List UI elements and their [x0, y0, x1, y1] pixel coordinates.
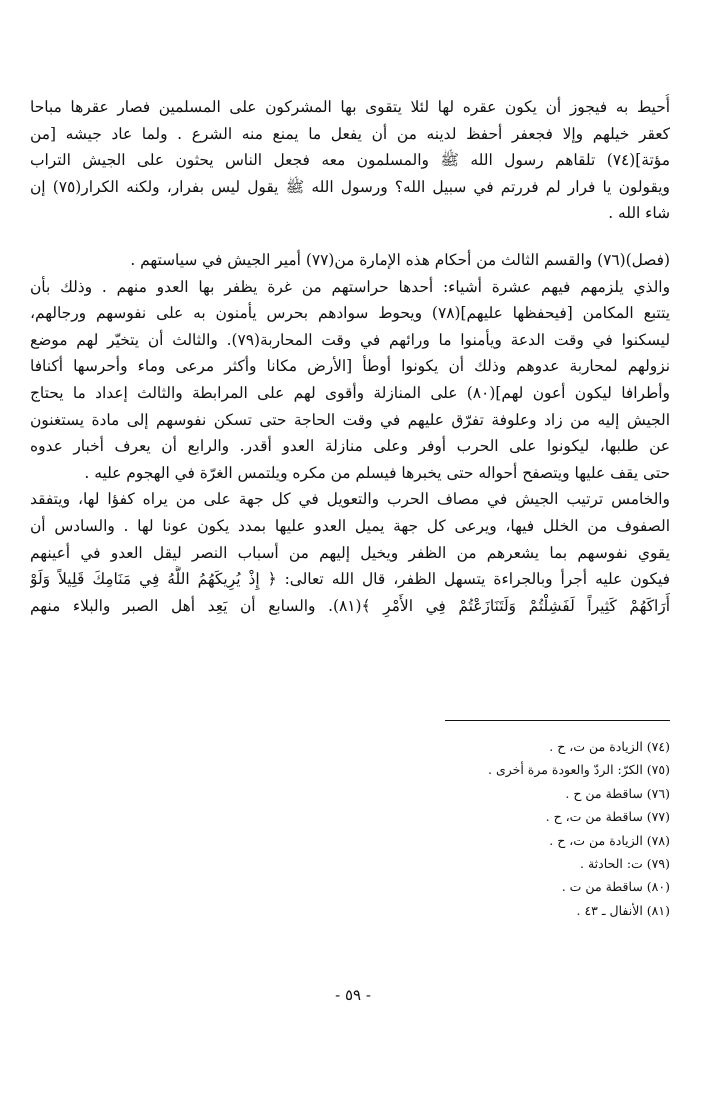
text-line: يتتبع المكامن [فيحفظها عليهم](٧٨) ويحوط سوادهم بحرس يأمنون به على نفوسهم ورجالهم، [30, 304, 670, 323]
footnote-item: (٨١) الأنفال ـ ٤٣ . [576, 902, 670, 918]
text-line: والخامس ترتيب الجيش في مصاف الحرب والتعويل في كل جهة على من يراه كفؤا لها، ويتفقد [30, 490, 670, 509]
text-line: نزولهم لمحاربة عدوهم وذلك أن يكونوا أوطأ [الأرض مكانا وأكثر مرعى وماء وأحرسها أكنافا [30, 357, 670, 376]
text-line: ليسكنوا في وقت الدعة ويأمنوا ما ورائهم في وقت المحاربة(٧٩). والثالث أن يتخيّر لهم موضع [30, 330, 670, 349]
footnote-item: (٧٤) الزيادة من ت، ح . [549, 739, 670, 754]
text-line: حتى يقف عليها ويتصفح أحواله حتى يخبرها فيسلم من مكره ويلتمس الغرّة في الهجوم عليه . [84, 463, 670, 482]
text-line: وأطرافا ليكون أعون لهم](٨٠) على المنازلة وأقوى لهم على المرابطة والثالث إعداد ما يحتاج [30, 383, 670, 402]
text-line: مؤتة](٧٤) تلقاهم رسول الله ﷺ والمسلمون معه فجعل الناس يحثون على الجيش التراب [30, 151, 670, 170]
footnote-item: (٧٧) ساقطة من ت، ح . [545, 809, 670, 825]
footnote-divider [445, 720, 670, 721]
text-line: الصفوف من الخلل فيها، ويرعى كل جهة يميل العدو عليها بمدد يكون عونا لها . والسادس أن [30, 516, 670, 535]
footnote-item: (٨٠) ساقطة من ت . [561, 879, 670, 895]
footnote-item: (٧٨) الزيادة من ت، ح . [549, 832, 670, 848]
text-line: والذي يلزمهم فيهم عشرة أشياء: أحدها حراستهم من غرة يظفر بها العدو منهم . وذلك بأن [30, 277, 670, 296]
text-line: الجيش إليه من زاد وعلوفة تفرّق عليهم في وقت الحاجة حتى تسكن نفوسهم إلى مادة يستغنون [30, 410, 670, 429]
text-line: فيكون عليه أجرأ وبالجراءة يتسهل الظفر، قال الله تعالى: ﴿ إِذْ يُرِيكَهُمُ اللَّهُ فِي مَنَامِكَ قَلِيلاً وَلَوْ [30, 570, 670, 589]
text-line: أَرَاكَهُمْ كَثِيراً لَفَشِلْتُمْ وَلَتَنَازَعْتُمْ فِي الأَمْرِ ﴾(٨١). والسابع أن يَعِد أهل الصبر والبلاء منهم [30, 596, 670, 615]
text-line: يقوي نفوسهم بما يشعرهم من الظفر ويخيل إليهم من أسباب النصر ليقل العدو في أعينهم [30, 543, 670, 562]
footnote-item: (٧٩) ت: الحادثة . [580, 856, 670, 872]
paragraph-2 [30, 247, 670, 619]
text-line: عن طلبها، ليكونوا على الحرب أوفر وعلى منازلة العدو أقدر. والرابع أن يعرف أخبار عدوه [30, 437, 670, 456]
text-line: (فصل)(٧٦) والقسم الثالث من أحكام هذه الإمارة من(٧٧) أمير الجيش في سياستهم . [130, 250, 670, 269]
text-line: ويقولون يا فرار لم فررتم في سبيل الله؟ ورسول الله ﷺ يقول ليس بفرار، ولكنه الكرار(٧٥) إن [30, 177, 670, 196]
paragraph-1 [30, 94, 670, 227]
main-text [30, 94, 670, 619]
text-line: كعقر خيلهم وإلا فجعفر أحفظ لدينه من أن يفعل ما يمنع منه الشرع . ولما عاد جيشه [من [30, 124, 670, 143]
page-number: - ٥٩ - [335, 986, 371, 1004]
footnote-item: (٧٦) ساقطة من ح . [565, 785, 670, 801]
text-line: أُحيط به فيجوز أن يكون عقره لها لئلا يتقوى بها المشركون على المسلمين فصار عقرها مباحا [30, 98, 670, 116]
paragraph-gap [30, 227, 670, 247]
footnotes [270, 735, 670, 922]
text-line: شاء الله . [608, 204, 670, 223]
footnote-item: (٧٥) الكرّ: الردّ والعودة مرة أخرى . [488, 762, 670, 778]
